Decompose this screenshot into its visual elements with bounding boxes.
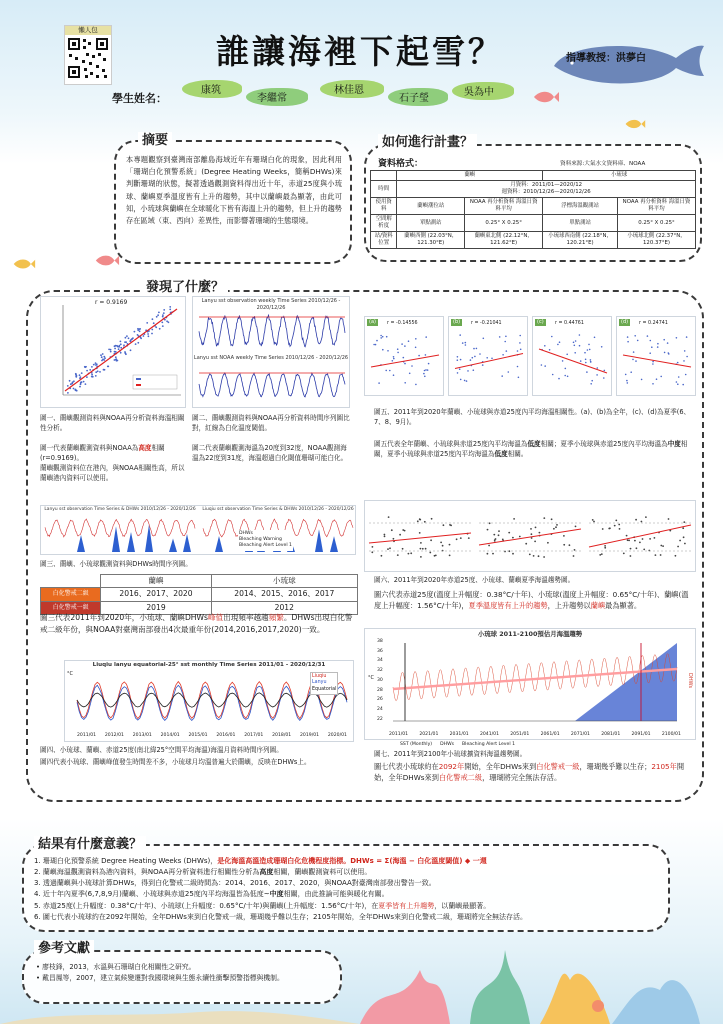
plan-format-label: 資料格式：	[378, 159, 424, 169]
fig3-legend: DHWs Bleaching Warning Bleaching Alert Level 1	[238, 530, 293, 551]
fig7-text: 圖七代表小琉球約在2092年開始，全年DHWs來到白化警戒一級，珊瑚幾乎難以生存；2105年開始，全年DHWs來到白化警戒二級，珊瑚將完全無法存活。	[374, 762, 685, 782]
list-item: • 廖枝鋒，2013，水溫與石珊瑚白化相關性之研究。	[36, 963, 196, 971]
qr-label: 懶人包	[65, 26, 111, 35]
x-tick-label: 2051/01	[510, 731, 530, 737]
small-fish-icon	[532, 90, 560, 104]
fig5-text: 圖五代表全年蘭嶼、小琉球與赤道25度內平均海溫為低度相關；夏季小琉球與赤道25度內平均海溫為中度相關，夏季小琉球與赤道25度內平均海溫為低度相關。	[374, 440, 688, 458]
fig5-panel: (d) r = 0.24741	[616, 316, 696, 396]
x-tick-label: 2011/01	[389, 731, 409, 737]
x-tick-label: 2014/01	[160, 732, 180, 738]
fig5-panels	[364, 316, 696, 400]
x-tick-label: 2061/01	[540, 731, 560, 737]
fig6-caption: 圖六、2011年到2020年赤道25度、小琉球、蘭嶼夏季海溫趨勢圖。	[374, 576, 575, 584]
table-row: 時間 月資料：2011/01—2020/12 週資料：2010/12/26—2020/12/26	[371, 181, 696, 198]
fig3-dhws: Lanyu sst observation Time Series & DHWs 2010/12/26 - 2020/12/26 Liuqiu sst observation Time Series & DHWs 2010/12/26 - 2020/12/26	[40, 505, 356, 555]
y-tick-label: 24	[377, 707, 383, 713]
x-tick-label: 2031/01	[449, 731, 469, 737]
student-name: 李繼常	[257, 93, 287, 104]
y-tick-label: 34	[377, 658, 383, 664]
col-xiaoliuqiu: 小琉球	[543, 171, 696, 181]
fig5-panel: (a) r = -0.14556	[364, 316, 444, 396]
abstract-heading: 摘要	[138, 132, 172, 150]
conclusion-heading: 結果有什麼意義？	[34, 836, 146, 854]
x-tick-label: 2071/01	[570, 731, 590, 737]
fig4-caption: 圖四、小琉球、蘭嶼、赤道25度(南北緯25°空間平均海溫)海溫月資料時間序列圖。	[40, 746, 283, 754]
small-fish-icon	[94, 254, 120, 267]
table-row: 蘭嶼 小琉球	[41, 575, 358, 588]
x-tick-label: 2015/01	[188, 732, 208, 738]
table-row: 白化警戒一級 2019 2012	[41, 601, 358, 614]
x-tick-label: 2013/01	[132, 732, 152, 738]
list-item: 1. 珊瑚白化預警系統 Degree Heating Weeks (DHWs)，是化海溫高溫造成珊瑚白化危機程度指標。DHWs = Σ(海溫 − 白化溫度閾值) ◆ 一週	[34, 857, 487, 865]
qr-block[interactable]	[64, 25, 112, 85]
table-row: 白化警戒二級 2016、2017、2020 2014、2015、2016、2017	[41, 588, 358, 601]
fig6-text: 圖六代表赤道25度(溫度上升幅度：0.38°C/十年)、小琉球(溫度上升幅度：0.65°C/十年)、蘭嶼(溫度上升幅度：1.56°C/十年)，夏季溫度皆有上升的趨勢，上升趨勢以蘭嶼最為顯著。	[374, 590, 689, 610]
y-tick-label: 36	[377, 648, 383, 654]
x-tick-label: 2016/01	[216, 732, 236, 738]
y-tick-label: 32	[377, 668, 383, 674]
fig1-text: 圖一代表蘭嶼觀測資料與NOAA為高度相關(r=0.9169)。 蘭嶼觀測資料位在港內，與NOAA相關性高，所以蘭嶼港內資料可以使用。	[40, 444, 185, 482]
small-fish-icon	[12, 258, 36, 270]
list-item: • 戴昌鳳等，2007，建立氣候變遷對我國環境與生態永續性衝擊預警指標與機制。	[36, 973, 284, 982]
student-name: 石子瑩	[399, 93, 429, 104]
x-tick-label: 2011/01	[77, 732, 97, 738]
qr-code-icon	[65, 35, 111, 81]
fig2-caption: 圖二、蘭嶼觀測資料與NOAA再分析資料時間序列圖比對，紅線為白化溫度閾值。	[192, 414, 350, 432]
fig3-text: 圖三代表2011年到2020年，小琉球、蘭嶼DHWs峰值出現頻率越趨頻繁。DHWs出現白化警戒二級年份，與NOAA對臺灣南部發出4次最重年份(2014,2016,2017,2020)一致。	[40, 613, 353, 634]
alert-years-table	[40, 574, 358, 615]
x-tick-label: 2017/01	[244, 732, 264, 738]
fig6-panel	[365, 501, 475, 571]
student-name: 林佳恩	[334, 85, 364, 96]
fig5-panel: (b) r = -0.21041	[448, 316, 528, 396]
list-item: 4. 近十年內夏季(6,7,8,9月)蘭嶼、小琉球與赤道25度內平均海溫皆為低度~中度相關，由此推論可能與暖化有關。	[34, 890, 389, 899]
seabed-decoration	[0, 940, 723, 1024]
fig6-panel	[585, 501, 695, 571]
x-tick-label: 2041/01	[479, 731, 500, 737]
plan-heading: 如何進行計畫？	[378, 134, 477, 152]
data-format-table	[370, 170, 696, 249]
table-row	[371, 171, 696, 181]
list-item: 3. 透過蘭嶼與小琉球計算DHWs，得到白化警戒二級時間為：2014、2016、2017、2020，與NOAA對臺灣南部發出警告一致。	[34, 879, 436, 888]
table-row: 使用資料 蘭嶼潮位站 NOAA 再分析資料 海溫日資料平均 浮標海溫觀測站 NOAA 再分析資料 海溫日資料平均	[371, 198, 696, 215]
x-tick-label: 2012/01	[104, 732, 124, 738]
list-item: 6. 圖七代表小琉球約在2092年開始，全年DHWs來到白化警戒一級，珊瑚幾乎難以生存；2105年開始，全年DHWs來到白化警戒二級，珊瑚將完全無法存活。	[34, 912, 527, 921]
small-fish-icon	[624, 118, 646, 130]
y-tick-label: 38	[377, 639, 383, 644]
fig1-r-label: r = 0.9169	[95, 299, 128, 306]
col-lanyu: 蘭嶼	[397, 171, 543, 181]
x-tick-label: 2018/01	[272, 732, 292, 738]
fig5-panel: (c) r = 0.44761	[532, 316, 612, 396]
y-tick-label: 28	[377, 687, 383, 693]
fig6-trend	[364, 500, 696, 572]
x-tick-label: 2091/01	[631, 731, 651, 737]
student-name: 吳為中	[464, 87, 494, 98]
students-label: 學生姓名：	[112, 92, 167, 105]
x-tick-label: 2019/01	[300, 732, 320, 738]
findings-heading: 發現了什麼？	[142, 279, 228, 297]
x-tick-label: 2021/01	[419, 731, 439, 737]
fig7-projection: 小琉球 2011-2100預估月海溫趨勢 °C DHWs 38 36 34 32 30 28 26 24 22 2011/01 2021/01 2031/01 2041/01 2051/01 2061/01 2071/01 2081/01 2091/01 2100/01	[364, 628, 696, 740]
references-heading: 參考文獻	[34, 940, 94, 958]
fig5-caption: 圖五、2011年到2020年蘭嶼、小琉球與赤道25度內平均海溫相關性。(a)、(b)為全年，(c)、(d)為夏季(6、7、8、9月)。	[374, 408, 691, 426]
fig1-scatter	[40, 296, 186, 408]
fig7-legend: SST (Monthly) DHWs Bleaching Alert Level 1	[400, 742, 515, 747]
fig4-monthly: Liuqiu lanyu equatorial-25° sst monthly Time Series 2011/01 - 2020/12/31 °C 2011/01 2012/01 2013/01 2014/01 2015/01 2016/01 2017/01 2018/01 2019/01 2020/01	[64, 660, 354, 742]
fig6-panel	[475, 501, 585, 571]
fig2-text: 圖二代表蘭嶼觀測海溫為20度到32度，NOAA觀測海溫為22度到31度，海溫超過白化閾值珊瑚可能白化。	[192, 444, 348, 462]
fig4-text: 圖四代表小琉球、蘭嶼峰值發生時間差不多，小琉球月均溫普遍大於蘭嶼，反映在DHWs上。	[40, 758, 311, 766]
student-name: 康筑	[201, 85, 221, 96]
x-tick-label: 2020/01	[327, 732, 347, 738]
y-tick-label: 22	[377, 716, 383, 722]
table-row: 站/資料位置 蘭嶼西側 (22.03°N，121.30°E) 蘭嶼東北側 (22.12°N，121.62°E) 小琉球西南側 (22.18°N，120.21°E) 小琉球北側 (22.37°N，120.37°E)	[371, 232, 696, 249]
fig7-caption: 圖七、2011年到2100年小琉球擴資料海溫趨勢圖。	[374, 750, 527, 758]
x-tick-label: 2100/01	[661, 731, 681, 737]
advisor-label: 指導教授：洪夢白	[566, 53, 646, 64]
y-tick-label: 26	[377, 697, 383, 703]
poster-title: 誰讓海裡下起雪？	[216, 32, 504, 71]
fig4-legend: Liuqiu Lanyu Equatorial	[310, 672, 338, 695]
list-item: 5. 赤道25度(上升幅度：0.38°C/十年)、小琉球(上升幅度：0.65°C/十年)與蘭嶼(上升幅度：1.56°C/十年)，在夏季皆有上升趨勢，以蘭嶼最顯著。	[34, 901, 491, 910]
abstract-body: 本專題觀察到臺灣南部離島海域近年有珊瑚白化的現象，因此利用「珊瑚白化預警系統」(Degree Heating Weeks，簡稱DHWs)來判斷珊瑚的狀態，擬著透過觀測資料得出近十年，赤道25度與小琉球、蘭嶼夏季溫度皆有上升的趨勢，其中以蘭嶼最為顯著，由此可知，小琉球與蘭嶼在全球暖化下皆有海溫上升的趨勢，但上升的趨勢存在區域（東、西向）差異性，而影響著珊瑚的生態環境。	[126, 155, 342, 226]
fig2-timeseries: Lanyu sst observation weekly Time Series 2010/12/26 - 2020/12/26 Lanyu sst NOAA weekly Time Series 2010/12/26 - 2020/12/26	[192, 296, 350, 408]
x-tick-label: 2081/01	[601, 731, 621, 737]
fig1-caption: 圖一、蘭嶼觀測資料與NOAA再分析資料海溫相關性分析。	[40, 414, 185, 432]
y-tick-label: 30	[377, 677, 383, 683]
table-row: 空間解析度 單點測站 0.25° X 0.25° 單點測站 0.25° X 0.25°	[371, 215, 696, 232]
list-item: 2. 蘭嶼海溫觀測資料為港內資料，與NOAA再分析資料進行相關性分析為高度相關，蘭嶼觀測資料可以使用。	[34, 868, 372, 877]
plan-source: 資料來源:大氣水文資料庫、NOAA	[560, 161, 646, 167]
conclusion-list	[34, 856, 662, 923]
fig3-caption: 圖三、蘭嶼、小琉球觀測資料與DHWs時間序列圖。	[40, 560, 192, 568]
